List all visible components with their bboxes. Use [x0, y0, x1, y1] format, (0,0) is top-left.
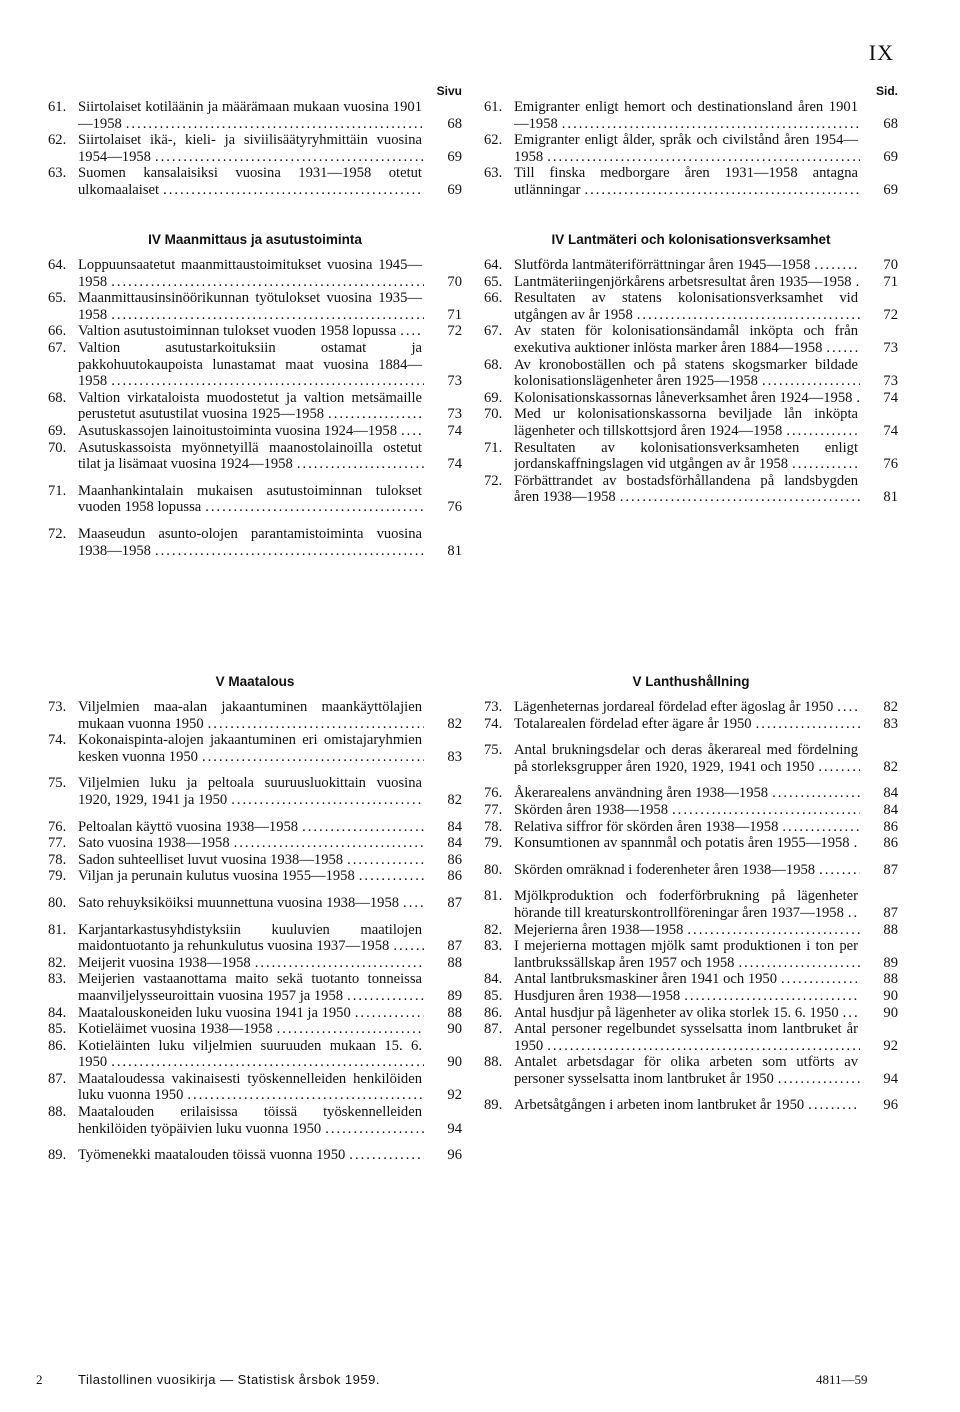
toc-entry-number: 86. — [484, 1004, 503, 1021]
toc-entry — [48, 955, 462, 972]
toc-entry-page: 72 — [883, 306, 898, 323]
toc-entry-title: Mjölkproduktion och foderförbrukning på lägenheter hörande till kreaturskontrollföreningar åren 1937—1958 ..... — [514, 888, 860, 921]
toc-entry-page: 96 — [447, 1147, 462, 1164]
toc-entry-page: 88 — [447, 1004, 462, 1021]
toc-entry-title: Kotieläimet vuosina 1938—1958 ..... — [78, 1021, 424, 1038]
toc-entry-title: Meijerit vuosina 1938—1958 ..... — [78, 955, 424, 972]
page-column-header-fi: Sivu — [436, 84, 462, 98]
toc-entry-title: Valtion virkataloista muodostetut ja valtion metsämaille perustetut asutustilat vuosina 1925—1958 ..... — [78, 390, 424, 423]
toc-entry-title: Sato vuosina 1938—1958 ..... — [78, 835, 424, 852]
toc-entry-title: Slutförda lantmäteriförrättningar åren 1945—1958 ..... — [514, 257, 860, 274]
toc-entry-title: Skörden åren 1938—1958 ..... — [514, 802, 860, 819]
toc-entry-number: 77. — [48, 835, 67, 852]
toc-entry-number: 68. — [484, 356, 503, 373]
toc-entry-number: 66. — [48, 323, 67, 340]
toc-entry-number: 88. — [48, 1104, 67, 1121]
toc-entry-number: 81. — [484, 888, 503, 905]
toc-entry — [484, 290, 898, 323]
toc-entry — [48, 922, 462, 955]
toc-entry — [48, 1104, 462, 1137]
toc-entry-title: Kolonisationskassornas låneverksamhet åren 1924—1958 ..... — [514, 390, 860, 407]
toc-entry — [48, 1005, 462, 1022]
toc-entry-title: Mejerierna åren 1938—1958 ..... — [514, 922, 860, 939]
toc-entry-page: 83 — [447, 748, 462, 765]
toc-entry-title: Maatalouskoneiden luku vuosina 1941 ja 1950 ..... — [78, 1005, 424, 1022]
toc-entry-number: 72. — [48, 525, 67, 542]
toc-entry-page: 88 — [883, 971, 898, 988]
toc-entry-number: 78. — [48, 851, 67, 868]
toc-entry-title: Maataloudessa vakinaisesti työskennelleiden henkilöiden luku vuonna 1950 ..... — [78, 1071, 424, 1104]
toc-entry-title: Karjantarkastusyhdistyksiin kuuluvien maatilojen maidontuotanto ja rehunkulutus vuosina 1937—1958 ..... — [78, 922, 424, 955]
toc-entry — [484, 862, 898, 879]
toc-entry-page: 86 — [447, 851, 462, 868]
toc-entry-page: 89 — [883, 954, 898, 971]
toc-entry-number: 85. — [484, 987, 503, 1004]
toc-entry-page: 87 — [883, 904, 898, 921]
toc-entry-title: Viljelmien luku ja peltoala suuruusluokittain vuosina 1920, 1929, 1941 ja 1950 ..... — [78, 775, 424, 808]
toc-entry-title: Av kronoboställen och på statens skogsmarker bildade kolonisationslägenheter åren 1925—1958 ..... — [514, 357, 860, 390]
toc-entry-page: 69 — [447, 181, 462, 198]
toc-entry-number: 75. — [48, 775, 67, 792]
section-title-v-fi: V Maatalous — [215, 674, 295, 689]
toc-entry-number: 63. — [48, 165, 67, 182]
toc-entry-title: Työmenekki maatalouden töissä vuonna 1950 ..... — [78, 1147, 424, 1164]
toc-entry-title: Sato rehuyksiköiksi muunnettuna vuosina 1938—1958 ..... — [78, 895, 424, 912]
toc-entry — [48, 390, 462, 423]
toc-entry — [48, 699, 462, 732]
toc-entry — [484, 406, 898, 439]
toc-entry-page: 74 — [883, 389, 898, 406]
toc-entry-title: Asutuskassoista myönnetyillä maanostolainoilla ostetut tilat ja lisämaat vuosina 1924—1958 ..... — [78, 440, 424, 473]
toc-entry-number: 61. — [48, 99, 67, 115]
toc-entry-page: 70 — [883, 257, 898, 273]
toc-entry-number: 81. — [48, 921, 67, 938]
toc-entry — [484, 699, 898, 716]
section-v-sv-list — [484, 699, 898, 1114]
toc-entry-page: 81 — [883, 489, 898, 506]
toc-entry-title: Resultaten av statens kolonisationsverksamhet vid utgången av år 1958 ..... — [514, 290, 860, 323]
toc-entry-number: 71. — [484, 439, 503, 456]
toc-entry — [484, 922, 898, 939]
section-top-fi — [48, 99, 462, 199]
section-iv-fi — [48, 232, 462, 559]
toc-entry — [484, 819, 898, 836]
toc-entry-page: 87 — [883, 861, 898, 878]
toc-entry-page: 92 — [883, 1037, 898, 1054]
toc-entry — [48, 971, 462, 1004]
toc-entry-page: 69 — [883, 148, 898, 165]
toc-entry-page: 86 — [883, 818, 898, 835]
section-title-iv-sv: IV Lantmäteri och kolonisationsverksamhet — [551, 232, 831, 247]
toc-entry-title: I mejerierna mottagen mjölk samt produktionen i ton per lantbrukssällskap åren 1957 och 1958 ..... — [514, 938, 860, 971]
print-code: 4811—59 — [816, 1372, 868, 1387]
toc-entry-number: 83. — [484, 938, 503, 955]
toc-entry — [484, 742, 898, 775]
toc-entry-title: Lantmäteriingenjörkårens arbetsresultat åren 1935—1958 ..... — [514, 274, 860, 291]
toc-entry — [48, 732, 462, 765]
toc-entry-number: 74. — [48, 732, 67, 749]
toc-entry — [48, 99, 462, 132]
toc-entry-title: Asutuskassojen lainoitustoiminta vuosina 1924—1958 ..... — [78, 423, 424, 440]
toc-entry-title: Arbetsåtgången i arbeten inom lantbruket år 1950 ..... — [514, 1097, 860, 1114]
section-title-v-sv: V Lanthushållning — [632, 674, 750, 689]
page-column-header-sv: Sid. — [875, 84, 898, 98]
toc-entry-title: Antal husdjur på lägenheter av olika storlek 15. 6. 1950 ..... — [514, 1005, 860, 1022]
toc-entry-page: 92 — [447, 1087, 462, 1104]
toc-entry — [484, 99, 898, 132]
toc-entry — [48, 323, 462, 340]
toc-entry-title: Åkerarealens användning åren 1938—1958 ..... — [514, 785, 860, 802]
toc-entry — [484, 716, 898, 733]
toc-entry-page: 69 — [447, 148, 462, 165]
toc-entry-page: 68 — [447, 115, 462, 132]
toc-entry-title: Valtion asutustoiminnan tulokset vuoden 1958 lopussa ..... — [78, 323, 424, 340]
section-title-iv-fi: IV Maanmittaus ja asutustoiminta — [148, 232, 362, 247]
toc-entry-number: 79. — [484, 835, 503, 852]
toc-entry-number: 82. — [48, 954, 67, 971]
toc-entry — [484, 165, 898, 198]
toc-entry-number: 83. — [48, 971, 67, 988]
toc-entry-number: 85. — [48, 1021, 67, 1038]
toc-entry-title: Maanmittausinsinöörikunnan työtulokset vuosina 1935—1958 ..... — [78, 290, 424, 323]
toc-entry — [484, 785, 898, 802]
toc-entry-page: 81 — [447, 542, 462, 559]
toc-entry-title: Maatalouden erilaisissa töissä työskennelleiden henkilöiden työpäivien luku vuonna 1950 ..... — [78, 1104, 424, 1137]
toc-entry-number: 72. — [484, 472, 503, 489]
toc-entry — [48, 819, 462, 836]
toc-entry-page: 84 — [447, 818, 462, 835]
toc-entry-number: 80. — [48, 894, 67, 911]
toc-entry-page: 87 — [447, 894, 462, 911]
toc-entry-title: Av staten för kolonisationsändamål inköpta och från exekutiva auktioner inlösta marker åren 1884—1958 ..... — [514, 323, 860, 356]
toc-entry-page: 73 — [883, 339, 898, 356]
toc-entry — [48, 1021, 462, 1038]
toc-entry-title: Med ur kolonisationskassorna beviljade lån inköpta lägenheter och tillskottsjord åren 1924—1958 ..... — [514, 406, 860, 439]
toc-entry — [48, 1147, 462, 1164]
toc-entry-number: 62. — [48, 132, 67, 149]
toc-entry-page: 90 — [883, 1004, 898, 1021]
toc-entry-number: 77. — [484, 801, 503, 818]
toc-entry — [48, 423, 462, 440]
toc-entry-page: 84 — [883, 801, 898, 818]
toc-entry-title: Kotieläinten luku viljelmien suuruuden mukaan 15. 6. 1950 ..... — [78, 1038, 424, 1071]
toc-entry — [484, 132, 898, 165]
toc-entry-page: 72 — [447, 323, 462, 340]
toc-entry-page: 94 — [447, 1120, 462, 1137]
toc-entry-title: Antalet arbetsdagar för olika arbeten som utförts av personer sysselsatta inom lantbruket år 1950 ..... — [514, 1054, 860, 1087]
toc-entry-page: 89 — [447, 987, 462, 1004]
toc-entry-number: 76. — [484, 785, 503, 802]
toc-entry-number: 65. — [48, 290, 67, 307]
toc-entry-number: 70. — [48, 439, 67, 456]
toc-entry-title: Sadon suhteelliset luvut vuosina 1938—1958 ..... — [78, 852, 424, 869]
toc-entry — [48, 257, 462, 290]
toc-entry-number: 61. — [484, 99, 503, 115]
toc-entry-number: 62. — [484, 132, 503, 149]
toc-entry-page: 74 — [883, 422, 898, 439]
toc-entry-title: Kokonaispinta-alojen jakaantuminen eri omistajaryhmien kesken vuonna 1950 ..... — [78, 732, 424, 765]
section-v-fi — [48, 674, 462, 1164]
toc-entry — [484, 971, 898, 988]
toc-entry-page: 68 — [883, 115, 898, 132]
toc-entry — [48, 290, 462, 323]
section-v-sv — [484, 674, 898, 1114]
toc-entry-page: 90 — [883, 987, 898, 1004]
toc-entry-title: Husdjuren åren 1938—1958 ..... — [514, 988, 860, 1005]
toc-entry — [48, 1038, 462, 1071]
section-iv-sv — [484, 232, 898, 506]
toc-entry-number: 70. — [484, 406, 503, 423]
toc-entry — [484, 835, 898, 852]
toc-entry — [484, 802, 898, 819]
section-v-fi-list — [48, 699, 462, 1164]
toc-entry — [484, 1021, 898, 1054]
toc-entry-title: Resultaten av kolonisationsverksamheten enligt jordanskaffningslagen vid utgången av år 1958 ..... — [514, 440, 860, 473]
toc-entry — [48, 526, 462, 559]
toc-entry — [484, 257, 898, 274]
toc-entry — [484, 1005, 898, 1022]
toc-entry-number: 64. — [48, 257, 67, 273]
toc-entry-number: 78. — [484, 818, 503, 835]
toc-entry-title: Loppuunsaatetut maanmittaustoimitukset vuosina 1945—1958 ..... — [78, 257, 424, 290]
toc-entry-page: 82 — [447, 715, 462, 732]
toc-entry-page: 69 — [883, 181, 898, 198]
toc-entry — [48, 483, 462, 516]
section-iv-fi-list — [48, 257, 462, 559]
toc-entry-title: Totalarealen fördelad efter ägare år 1950 ..... — [514, 716, 860, 733]
toc-entry-number: 84. — [48, 1004, 67, 1021]
toc-entry-page: 73 — [447, 373, 462, 390]
toc-entry — [48, 868, 462, 885]
toc-entry — [484, 1097, 898, 1114]
toc-entry-page: 90 — [447, 1021, 462, 1038]
toc-entry — [48, 835, 462, 852]
toc-entry-number: 66. — [484, 290, 503, 307]
toc-entry-number: 88. — [484, 1054, 503, 1071]
toc-entry-number: 82. — [484, 921, 503, 938]
toc-entry-number: 87. — [48, 1070, 67, 1087]
toc-entry-title: Siirtolaiset kotiläänin ja määrämaan mukaan vuosina 1901—1958 ..... — [78, 99, 424, 132]
toc-entry — [48, 340, 462, 390]
toc-entry-title: Förbättrandet av bostadsförhållandena på landsbygden åren 1938—1958 ..... — [514, 473, 860, 506]
toc-entry-page: 73 — [447, 406, 462, 423]
toc-entry-title: Maanhankintalain mukaisen asutustoiminnan tulokset vuoden 1958 lopussa ..... — [78, 483, 424, 516]
toc-entry-number: 69. — [48, 422, 67, 439]
toc-entry-title: Relativa siffror för skörden åren 1938—1958 ..... — [514, 819, 860, 836]
toc-entry-number: 75. — [484, 742, 503, 759]
toc-entry-page: 88 — [447, 954, 462, 971]
toc-entry-page: 94 — [883, 1070, 898, 1087]
toc-entry — [484, 390, 898, 407]
toc-entry-title: Antal personer regelbundet sysselsatta inom lantbruket år 1950 ..... — [514, 1021, 860, 1054]
toc-entry-title: Valtion asutustarkoituksiin ostamat ja pakkohuutokaupoista lunastamat maat vuosina 1884—1958 ..... — [78, 340, 424, 390]
toc-entry — [484, 274, 898, 291]
toc-entry-title: Lägenheternas jordareal fördelad efter ägoslag år 1950 ..... — [514, 699, 860, 716]
toc-entry — [484, 1054, 898, 1087]
toc-entry-title: Suomen kansalaisiksi vuosina 1931—1958 otetut ulkomaalaiset ..... — [78, 165, 424, 198]
toc-entry-title: Emigranter enligt hemort och destinationsland åren 1901—1958 ..... — [514, 99, 860, 132]
toc-entry-page: 71 — [447, 306, 462, 323]
toc-entry-title: Skörden omräknad i foderenheter åren 1938—1958 ..... — [514, 862, 860, 879]
toc-entry-page: 76 — [447, 499, 462, 516]
toc-entry-number: 84. — [484, 971, 503, 988]
footer-title: Tilastollinen vuosikirja — Statistisk årsbok 1959. — [78, 1372, 380, 1387]
toc-entry — [484, 888, 898, 921]
toc-entry-number: 74. — [484, 715, 503, 732]
toc-entry-page: 71 — [883, 273, 898, 290]
toc-entry-page: 73 — [883, 373, 898, 390]
toc-entry-number: 80. — [484, 861, 503, 878]
toc-entry — [48, 895, 462, 912]
toc-entry-title: Siirtolaiset ikä-, kieli- ja siviilisäätyryhmittäin vuosina 1954—1958 ..... — [78, 132, 424, 165]
toc-entry — [48, 775, 462, 808]
toc-entry-page: 90 — [447, 1054, 462, 1071]
toc-entry-number: 89. — [484, 1097, 503, 1114]
toc-entry-number: 86. — [48, 1037, 67, 1054]
toc-entry-number: 68. — [48, 389, 67, 406]
toc-entry — [484, 357, 898, 390]
toc-entry-title: Konsumtionen av spannmål och potatis åren 1955—1958 ..... — [514, 835, 860, 852]
toc-entry — [484, 988, 898, 1005]
toc-entry-number: 79. — [48, 868, 67, 885]
toc-entry-number: 73. — [48, 699, 67, 715]
toc-entry-number: 89. — [48, 1147, 67, 1164]
toc-entry-title: Meijerien vastaanottama maito sekä tuotanto tonneissa maanviljelysseuroittain vuosina 1957 ja 1958 ..... — [78, 971, 424, 1004]
toc-entry-number: 76. — [48, 818, 67, 835]
toc-entry-number: 64. — [484, 257, 503, 273]
toc-entry-page: 84 — [883, 785, 898, 802]
toc-entry-page: 74 — [447, 456, 462, 473]
toc-entry-page: 74 — [447, 422, 462, 439]
sheet-number: 2 — [36, 1372, 43, 1387]
toc-entry-page: 84 — [447, 835, 462, 852]
toc-entry-title: Maaseudun asunto-olojen parantamistoiminta vuosina 1938—1958 ..... — [78, 526, 424, 559]
toc-entry-page: 88 — [883, 921, 898, 938]
toc-entry — [48, 852, 462, 869]
toc-entry-page: 76 — [883, 456, 898, 473]
toc-entry-number: 69. — [484, 389, 503, 406]
toc-entry-title: Viljelmien maa-alan jakaantuminen maankäyttölajien mukaan vuonna 1950 ..... — [78, 699, 424, 732]
toc-entry-page: 87 — [447, 938, 462, 955]
toc-entry-page: 96 — [883, 1097, 898, 1114]
toc-entry-title: Emigranter enligt ålder, språk och civilstånd åren 1954—1958 ..... — [514, 132, 860, 165]
toc-entry-title: Viljan ja perunain kulutus vuosina 1955—1958 ..... — [78, 868, 424, 885]
toc-entry-page: 86 — [447, 868, 462, 885]
toc-entry-page: 70 — [447, 273, 462, 290]
toc-entry-title: Antal brukningsdelar och deras åkerareal med fördelning på storleksgrupper åren 1920, 1929, 1941 och 1950 ..... — [514, 742, 860, 775]
toc-entry — [48, 132, 462, 165]
toc-entry — [484, 473, 898, 506]
toc-entry-page: 82 — [883, 699, 898, 715]
toc-entry-number: 67. — [48, 339, 67, 356]
toc-entry — [48, 1071, 462, 1104]
toc-entry — [484, 938, 898, 971]
toc-entry — [48, 165, 462, 198]
toc-entry-number: 65. — [484, 273, 503, 290]
toc-entry-number: 63. — [484, 165, 503, 182]
toc-entry-title: Antal lantbruksmaskiner åren 1941 och 1950 ..... — [514, 971, 860, 988]
toc-entry-number: 87. — [484, 1021, 503, 1038]
toc-entry — [48, 440, 462, 473]
toc-entry-page: 86 — [883, 835, 898, 852]
toc-entry-title: Peltoalan käyttö vuosina 1938—1958 ..... — [78, 819, 424, 836]
toc-entry-page: 82 — [447, 791, 462, 808]
toc-entry-title: Till finska medborgare åren 1931—1958 antagna utlänningar ..... — [514, 165, 860, 198]
toc-entry — [484, 440, 898, 473]
toc-entry — [484, 323, 898, 356]
section-top-sv — [484, 99, 898, 199]
toc-entry-page: 83 — [883, 715, 898, 732]
page-number: IX — [868, 40, 894, 65]
toc-entry-number: 67. — [484, 323, 503, 340]
section-iv-sv-list — [484, 257, 898, 506]
toc-entry-number: 71. — [48, 482, 67, 499]
toc-entry-number: 73. — [484, 699, 503, 715]
toc-entry-page: 82 — [883, 758, 898, 775]
